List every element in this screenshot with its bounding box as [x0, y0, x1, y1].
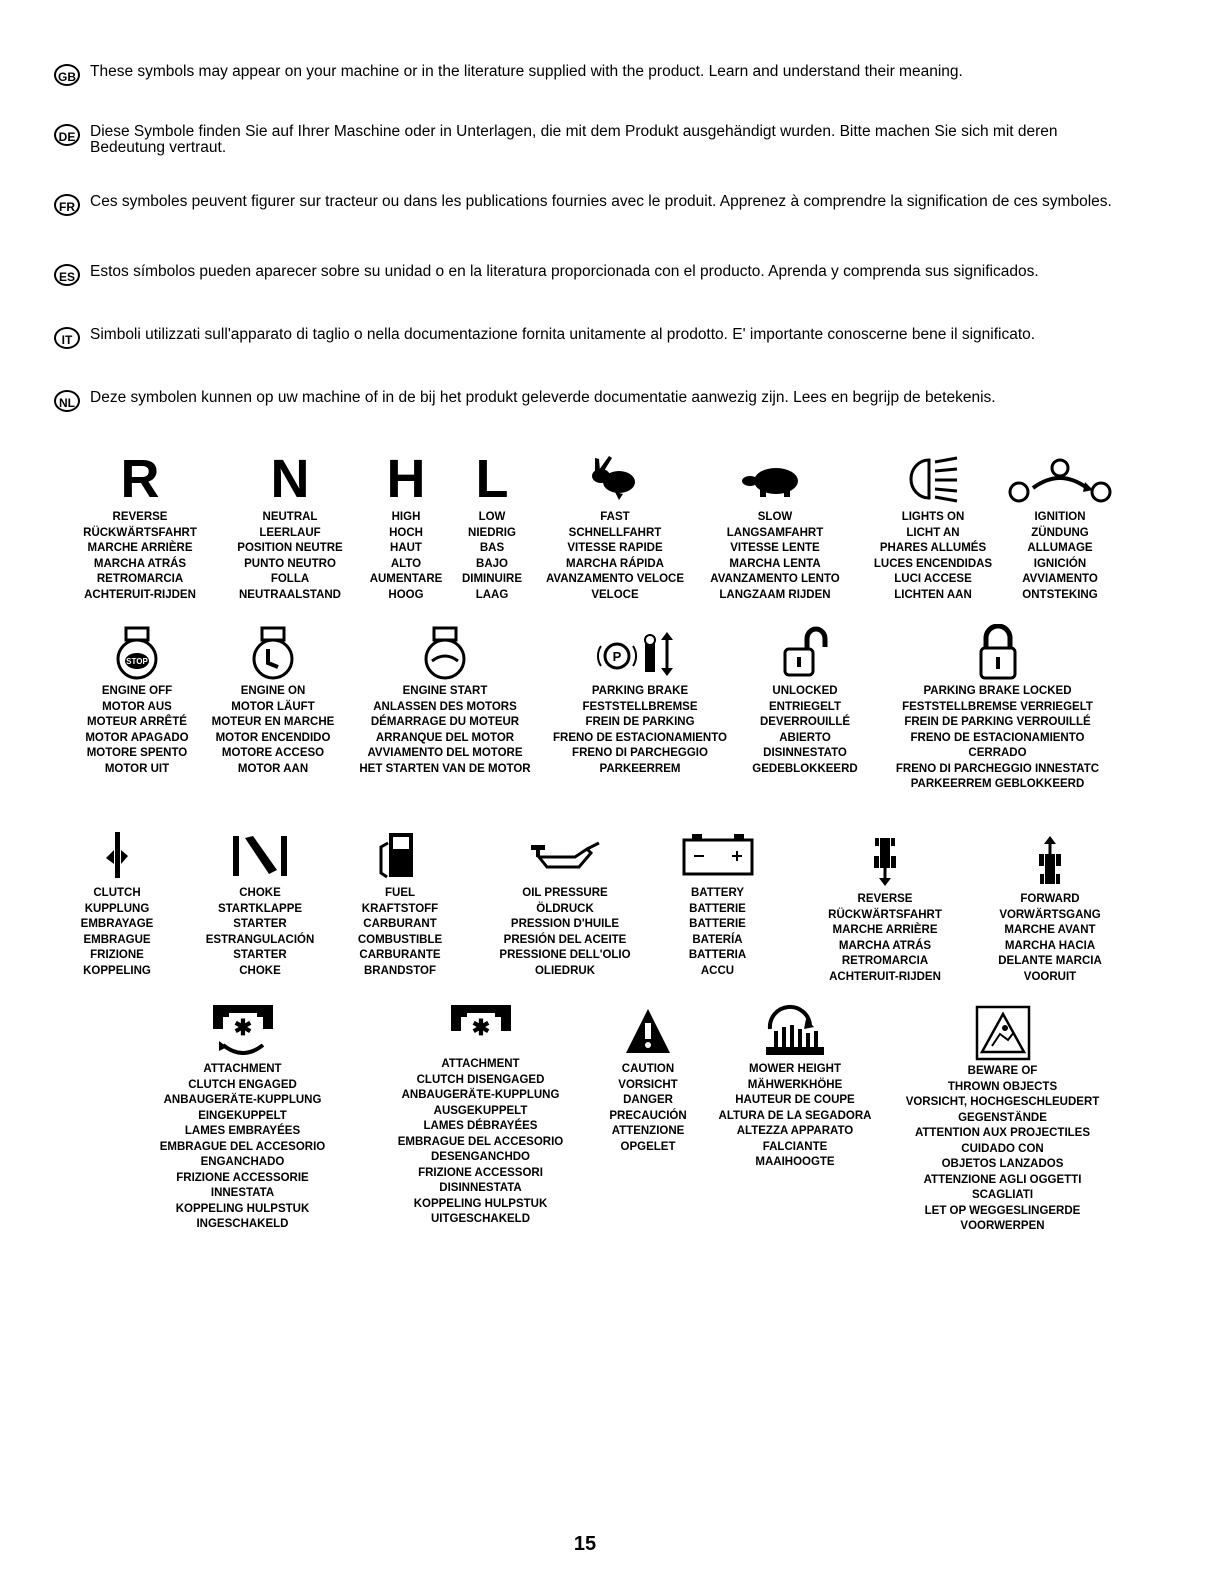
symbol-lights-on — [858, 448, 1008, 603]
symbol-low — [452, 448, 532, 603]
locked-icon — [875, 622, 1120, 684]
turtle-icon — [700, 448, 850, 510]
symbol-label: FORWARD VORWÄRTSGANG MARCHE AVANT MARCHA HACIA DELANTE MARCIA VOORUIT — [998, 893, 1102, 983]
gb-language-badge: GB — [54, 64, 80, 86]
symbol-unlocked — [735, 622, 875, 777]
symbol-label: ENGINE START ANLASSEN DES MOTORS DÉMARRAGE DU MOTEUR ARRANQUE DEL MOTOR AVVIAMENTO DEL MOTORE HET STARTEN VAN DE MOTOR — [359, 685, 531, 775]
symbol-ignition — [1000, 448, 1120, 603]
symbol-label: REVERSE RÜCKWÄRTSFAHRT MARCHE ARRIÈRE MARCHA ATRÁS RETROMARCIA ACHTERUIT-RIJDEN — [83, 511, 197, 601]
symbol-battery — [665, 824, 770, 979]
intro-es — [54, 263, 1134, 284]
oil-can-icon — [480, 824, 650, 886]
intro-text: Deze symbolen kunnen op uw machine of in de bij het produkt geleverde documentatie aanwezig zijn. Lees en begrijp de betekenis. — [90, 389, 996, 406]
intro-text: These symbols may appear on your machine or in the literature supplied with the product. Learn and understand their meaning. — [90, 63, 963, 80]
headlight-icon — [858, 448, 1008, 510]
clutch-icon — [62, 824, 172, 886]
symbol-caution — [588, 1000, 708, 1155]
symbol-label: MOWER HEIGHT MÄHWERKHÖHE HAUTEUR DE COUPE ALTURA DE LA SEGADORA ALTEZZA APPARATO FALCIANTE MAAIHOOGTE — [718, 1063, 872, 1168]
symbol-reverse-letter — [70, 448, 210, 603]
symbol-label: REVERSE RÜCKWÄRTSFAHRT MARCHE ARRIÈRE MARCHA ATRÁS RETROMARCIA ACHTERUIT-RIJDEN — [828, 893, 942, 983]
symbol-label: SLOW LANGSAMFAHRT VITESSE LENTE MARCHA LENTA AVANZAMENTO LENTO LANGZAAM RIJDEN — [710, 511, 840, 601]
symbol-oil-pressure — [480, 824, 650, 979]
attachment-disengaged-icon — [378, 995, 583, 1057]
mower-height-icon — [700, 1000, 890, 1062]
engine-on-icon — [198, 622, 348, 684]
symbol-fuel — [340, 824, 460, 979]
choke-icon — [190, 824, 330, 886]
es-language-badge: ES — [54, 264, 80, 286]
symbol-label: NEUTRAL LEERLAUF POSITION NEUTRE PUNTO NEUTRO FOLLA NEUTRAALSTAND — [237, 511, 343, 601]
symbol-label: BEWARE OF THROWN OBJECTS VORSICHT, HOCHGESCHLEUDERT GEGENSTÄNDE ATTENTION AUX PROJECTILES CUIDADO CON OBJETOS LANZADOS ATTENZIONE AGLI OGGETTI SCAGLIATI LET OP WEGGESLINGERDE VOORWERPEN — [905, 1065, 1100, 1232]
symbol-label: ENGINE OFF MOTOR AUS MOTEUR ARRÊTÉ MOTOR APAGADO MOTORE SPENTO MOTOR UIT — [85, 685, 189, 775]
letter-r-icon: R — [120, 449, 160, 509]
ignition-icon — [1000, 448, 1120, 510]
forward-tractor-icon — [985, 830, 1115, 892]
intro-de — [54, 124, 1134, 156]
intro-text: Simboli utilizzati sull'apparato di taglio o nella documentazione fornita unitamente al prodotto. E' importante conoscerne bene il significato. — [90, 326, 1036, 343]
intro-fr — [54, 193, 1134, 214]
fr-language-badge: FR — [54, 194, 80, 216]
symbol-parking-brake-locked — [875, 622, 1120, 793]
intro-nl — [54, 389, 1134, 410]
symbol-engine-on — [198, 622, 348, 777]
engine-start-icon — [340, 622, 550, 684]
symbol-label: LOW NIEDRIG BAS BAJO DIMINUIRE LAAG — [461, 511, 523, 601]
symbol-clutch — [62, 824, 172, 979]
symbol-neutral — [220, 448, 360, 603]
reverse-tractor-icon — [810, 830, 960, 892]
intro-text: Ces symboles peuvent figurer sur tracteur ou dans les publications fournies avec le produit. Apprenez à comprendre la signification de ces symboles. — [90, 193, 1112, 210]
symbol-label: CHOKE STARTKLAPPE STARTER ESTRANGULACIÓN STARTER CHOKE — [205, 887, 315, 977]
symbol-label: ENGINE ON MOTOR LÄUFT MOTEUR EN MARCHE MOTOR ENCENDIDO MOTORE ACCESO MOTOR AAN — [211, 685, 335, 775]
nl-language-badge: NL — [54, 390, 80, 412]
thrown-objects-icon — [885, 1002, 1120, 1064]
symbol-parking-brake — [540, 622, 740, 777]
symbol-label: PARKING BRAKE LOCKED FESTSTELLBREMSE VERRIEGELT FREIN DE PARKING VERROUILLÉ FRENO DE ESTACIONAMIENTO CERRADO FRENO DI PARCHEGGIO INNESTATC PARKEERREM GEBLOKKEERD — [895, 685, 1100, 790]
symbol-reverse-tractor — [810, 830, 960, 985]
battery-icon — [665, 824, 770, 886]
unlocked-icon — [735, 622, 875, 684]
symbol-thrown-objects — [885, 1002, 1120, 1235]
it-language-badge: IT — [54, 327, 80, 349]
symbol-label: PARKING BRAKE FESTSTELLBREMSE FREIN DE PARKING FRENO DE ESTACIONAMIENTO FRENO DI PARCHEGGIO PARKEERREM — [553, 685, 727, 775]
symbol-label: OIL PRESSURE ÖLDRUCK PRESSION D'HUILE PRESIÓN DEL ACEITE PRESSIONE DELL'OLIO OLIEDRUK — [499, 887, 631, 977]
intro-text: Estos símbolos pueden aparecer sobre su unidad o en la literatura proporcionada con el producto. Aprenda y comprenda sus significados. — [90, 263, 1039, 280]
symbol-label: BATTERY BATTERIE BATTERIE BATERÍA BATTERIA ACCU — [688, 887, 747, 977]
symbol-slow — [700, 448, 850, 603]
intro-gb — [54, 63, 1134, 84]
symbol-engine-off — [62, 622, 212, 777]
page-number: 15 — [573, 1533, 597, 1555]
symbol-label: UNLOCKED ENTRIEGELT DEVERROUILLÉ ABIERTO DISINNESTATO GEDEBLOKKEERD — [752, 685, 858, 775]
symbol-high — [358, 448, 454, 603]
symbol-mower-height — [700, 1000, 890, 1171]
symbol-label: LIGHTS ON LICHT AN PHARES ALLUMÉS LUCES ENCENDIDAS LUCI ACCESE LICHTEN AAN — [873, 511, 993, 601]
symbol-label: ATTACHMENT CLUTCH DISENGAGED ANBAUGERÄTE-KUPPLUNG AUSGEKUPPELT LAMES DÉBRAYÉES EMBRAGUE DEL ACCESORIO DESENGANCHDO FRIZIONE ACCESSORI DISINNESTATA KOPPELING HULPSTUK UITGESCHAKELD — [397, 1058, 564, 1225]
svg-text:✱: ✱ — [233, 1015, 252, 1040]
symbol-label: CLUTCH KUPPLUNG EMBRAYAGE EMBRAGUE FRIZIONE KOPPELING — [80, 887, 154, 977]
letter-h-icon: H — [386, 449, 426, 509]
letter-n-icon: N — [270, 449, 310, 509]
svg-text:STOP: STOP — [126, 657, 148, 666]
symbol-label: ATTACHMENT CLUTCH ENGAGED ANBAUGERÄTE-KUPPLUNG EINGEKUPPELT LAMES EMBRAYÉES EMBRAGUE DEL ACCESORIO ENGANCHADO FRIZIONE ACCESSORIE INNESTATA KOPPELING HULPSTUK INGESCHAKELD — [159, 1063, 326, 1230]
symbol-label: FUEL KRAFTSTOFF CARBURANT COMBUSTIBLE CARBURANTE BRANDSTOF — [357, 887, 443, 977]
intro-it — [54, 326, 1134, 347]
symbol-label: HIGH HOCH HAUT ALTO AUMENTARE HOOG — [369, 511, 443, 601]
symbol-forward-tractor — [985, 830, 1115, 985]
svg-text:P: P — [612, 649, 622, 664]
symbol-label: IGNITION ZÜNDUNG ALLUMAGE IGNICIÓN AVVIAMENTO ONTSTEKING — [1022, 511, 1098, 601]
engine-off-icon — [62, 622, 212, 684]
letter-l-icon: L — [475, 449, 509, 509]
rabbit-icon — [530, 448, 700, 510]
svg-text:✱: ✱ — [471, 1015, 490, 1040]
symbol-label: CAUTION VORSICHT DANGER PRECAUCIÓN ATTENZIONE OPGELET — [609, 1063, 687, 1153]
parking-brake-icon — [540, 622, 740, 684]
symbol-attachment-engaged — [140, 1000, 345, 1233]
caution-icon — [588, 1000, 708, 1062]
symbol-label: FAST SCHNELLFAHRT VITESSE RAPIDE MARCHA RÁPIDA AVANZAMENTO VELOCE VELOCE — [545, 511, 684, 601]
symbol-choke — [190, 824, 330, 979]
symbol-fast — [530, 448, 700, 603]
fuel-icon — [340, 824, 460, 886]
symbol-attachment-disengaged — [378, 995, 583, 1228]
intro-text: Diese Symbole finden Sie auf Ihrer Maschine oder in Unterlagen, die mit dem Produkt ausgehändigt wurden. Bitte machen Sie sich mit deren Bedeutung vertraut. — [90, 123, 1058, 156]
de-language-badge: DE — [54, 124, 80, 146]
symbol-engine-start — [340, 622, 550, 777]
attachment-engaged-icon — [140, 1000, 345, 1062]
